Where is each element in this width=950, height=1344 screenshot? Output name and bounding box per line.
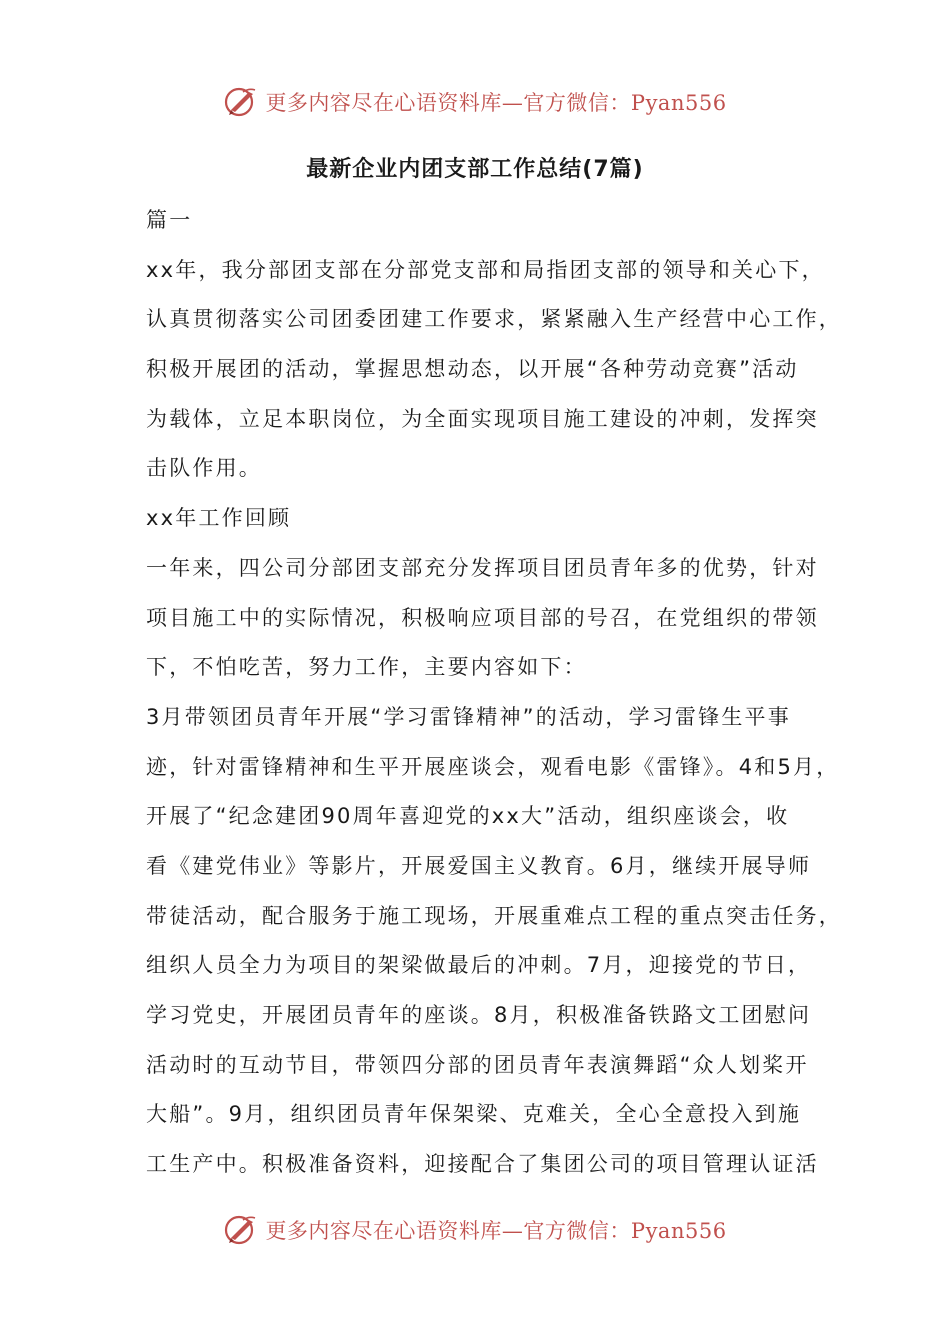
watermark-text: 更多内容尽在心语资料库—官方微信：Pyan556 bbox=[265, 91, 727, 115]
text-line: 开展了“纪念建团90周年喜迎党的xx大”活动，组织座谈会，收 bbox=[146, 804, 790, 829]
text-line: 为载体，立足本职岗位，为全面实现项目施工建设的冲刺，发挥突 bbox=[146, 406, 819, 431]
watermark-text: 更多内容尽在心语资料库—官方微信：Pyan556 bbox=[265, 1219, 727, 1243]
watermark-banner-bottom bbox=[0, 1210, 950, 1250]
text-line: 看《建党伟业》等影片，开展爱国主义教育。6月，继续开展导师 bbox=[146, 853, 812, 878]
text-line: 工生产中。积极准备资料，迎接配合了集团公司的项目管理认证活 bbox=[146, 1152, 819, 1177]
text-line: 大船”。9月，组织团员青年保架梁、克难关，全心全意投入到施 bbox=[146, 1102, 802, 1127]
text-line: xx年，我分部团支部在分部党支部和局指团支部的领导和关心下， bbox=[146, 257, 825, 282]
text-line: 活动时的互动节目，带领四分部的团员青年表演舞蹈“众人划桨开 bbox=[146, 1052, 809, 1077]
text-line: 积极开展团的活动，掌握思想动态，以开展“各种劳动竞赛”活动 bbox=[146, 357, 799, 382]
pen-logo-icon bbox=[223, 1212, 259, 1248]
text-line: 带徒活动，配合服务于施工现场，开展重难点工程的重点突击任务， bbox=[146, 903, 842, 928]
text-line: 一年来，四公司分部团支部充分发挥项目团员青年多的优势，针对 bbox=[146, 555, 819, 580]
text-line: 认真贯彻落实公司团委团建工作要求，紧紧融入生产经营中心工作， bbox=[146, 307, 842, 332]
watermark-banner-top bbox=[0, 82, 950, 122]
text-line: 学习党史，开展团员青年的座谈。8月，积极准备铁路文工团慰问 bbox=[146, 1003, 812, 1027]
text-line: 击队作用。 bbox=[146, 456, 262, 481]
text-line: 下，不怕吃苦，努力工作，主要内容如下： bbox=[146, 655, 587, 680]
text-line: 3月带领团员青年开展“学习雷锋精神”的活动，学习雷锋生平事 bbox=[146, 704, 791, 729]
pen-logo-icon bbox=[223, 84, 259, 120]
subheading: xx年工作回顾 bbox=[146, 506, 292, 531]
section-heading: 篇一 bbox=[146, 208, 193, 232]
text-line: 迹，针对雷锋精神和生平开展座谈会，观看电影《雷锋》。4和5月， bbox=[146, 754, 840, 779]
text-line: 组织人员全力为项目的架梁做最后的冲刺。7月，迎接党的节日， bbox=[146, 953, 812, 978]
document-body bbox=[146, 196, 842, 1190]
text-line: 项目施工中的实际情况，积极响应项目部的号召，在党组织的带领 bbox=[146, 605, 819, 630]
document-title: 最新企业内团支部工作总结(7篇) bbox=[306, 157, 644, 182]
